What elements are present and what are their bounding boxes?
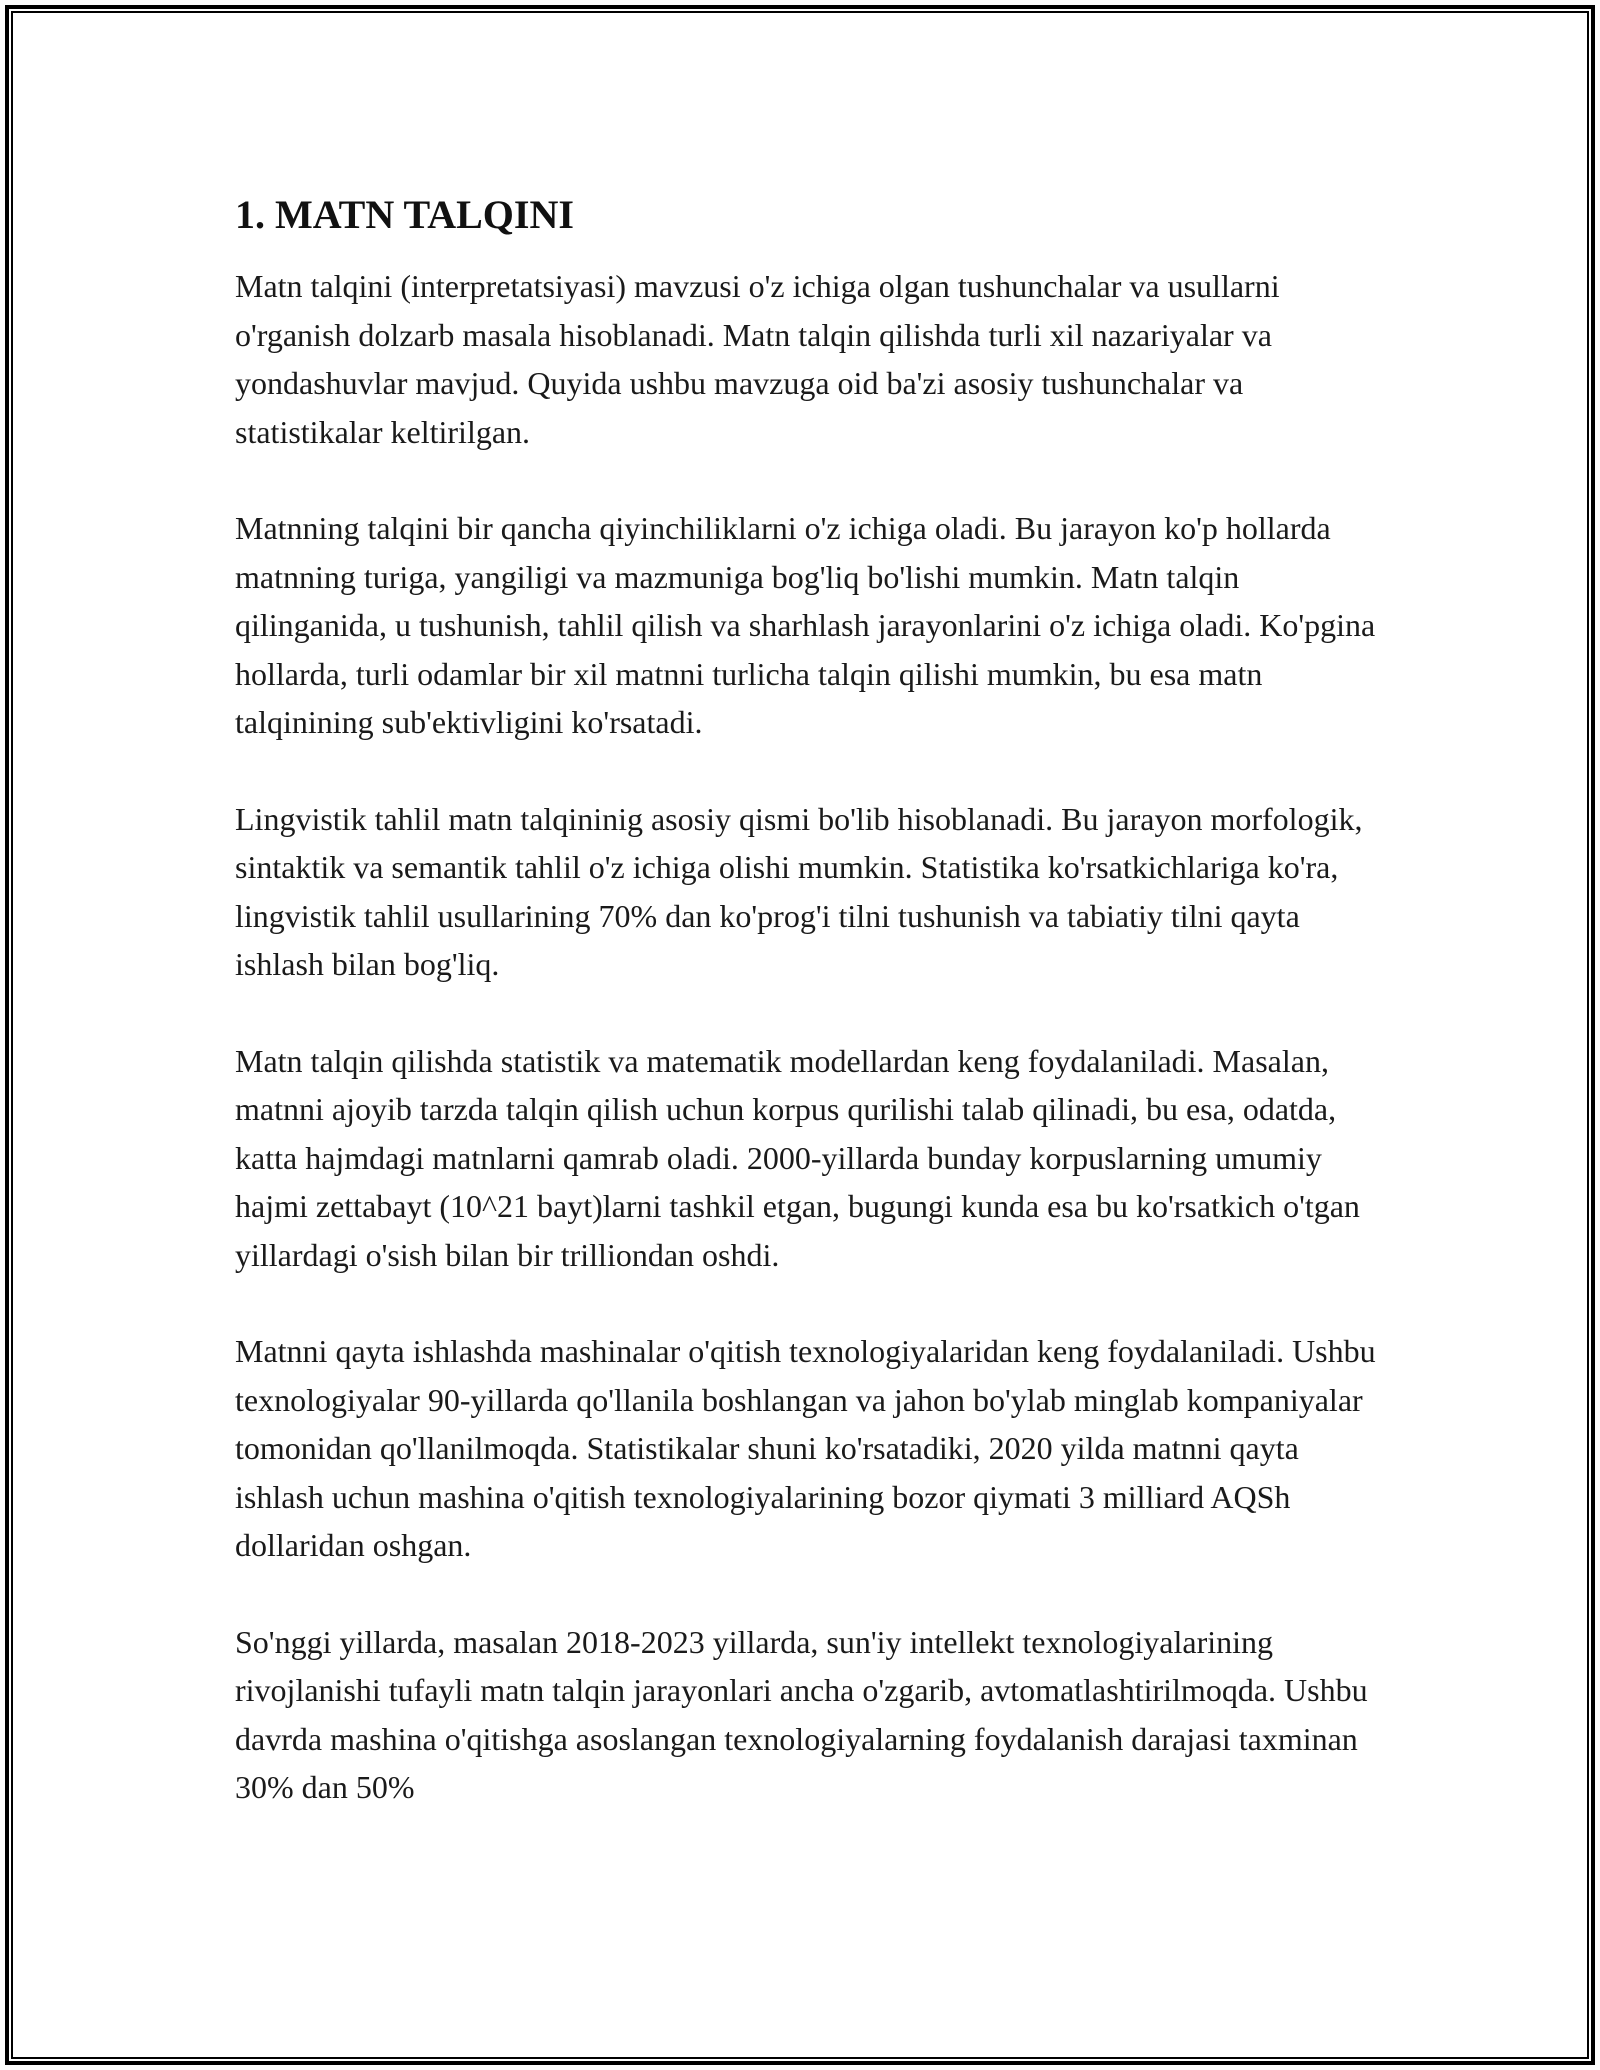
document-body	[235, 186, 1395, 1860]
paragraph-3: Lingvistik tahlil matn talqininig asosiy qismi bo'lib hisoblanadi. Bu jarayon morfologik, sintaktik va semantik tahlil o'z ichiga olishi mumkin. Statistika ko'rsatkichlariga ko'ra, lingvistik tahlil usullarining 70% dan ko'prog'i tilni tushunish va tabiatiy tilni qayta ishlash bilan bog'liq.	[235, 800, 1363, 982]
paragraph-2: Matnning talqini bir qancha qiyinchiliklarni o'z ichiga oladi. Bu jarayon ko'p hollarda matnning turiga, yangiligi va mazmuniga bog'liq bo'lishi mumkin. Matn talqin qilinganida, u tushunish, tahlil qilish va sharhlash jarayonlarini o'z ichiga oladi. Ko'pgina hollarda, turli odamlar bir xil matnni turlicha talqin qilishi mumkin, bu esa matn talqinining sub'ektivligini ko'rsatadi.	[235, 510, 1376, 740]
section-title: 1. MATN TALQINI	[235, 192, 574, 237]
paragraph-5: Matnni qayta ishlashda mashinalar o'qitish texnologiyalaridan keng foydalaniladi. Ushbu texnologiyalar 90-yillarda qo'llanila boshlangan va jahon bo'ylab minglab kompaniyalar tomonidan qo'llanilmoqda. Statistikalar shuni ko'rsatadiki, 2020 yilda matnni qayta ishlash uchun mashina o'qitish texnologiyalarining bozor qiymati 3 milliard AQSh dollaridan oshgan.	[235, 1333, 1376, 1563]
paragraph-4: Matn talqin qilishda statistik va matematik modellardan keng foydalaniladi. Masalan, matnni ajoyib tarzda talqin qilish uchun korpus qurilishi talab qilinadi, bu esa, odatda, katta hajmdagi matnlarni qamrab oladi. 2000-yillarda bunday korpuslarning umumiy hajmi zettabayt (10^21 bayt)larni tashkil etgan, bugungi kunda esa bu ko'rsatkich o'tgan yillardagi o'sish bilan bir trilliondan oshdi.	[235, 1042, 1360, 1273]
paragraph-1: Matn talqini (interpretatsiyasi) mavzusi o'z ichiga olgan tushunchalar va usullarni o'rganish dolzarb masala hisoblanadi. Matn talqin qilishda turli xil nazariyalar va yondashuvlar mavjud. Quyida ushbu mavzuga oid ba'zi asosiy tushunchalar va statistikalar keltirilgan.	[235, 268, 1280, 450]
paragraph-6: So'nggi yillarda, masalan 2018-2023 yillarda, sun'iy intellekt texnologiyalarining rivojlanishi tufayli matn talqin jarayonlari ancha o'zgarib, avtomatlashtirilmoqda. Ushbu davrda mashina o'qitishga asoslangan texnologiyalarning foydalanish darajasi taxminan 30% dan 50%	[235, 1623, 1368, 1805]
